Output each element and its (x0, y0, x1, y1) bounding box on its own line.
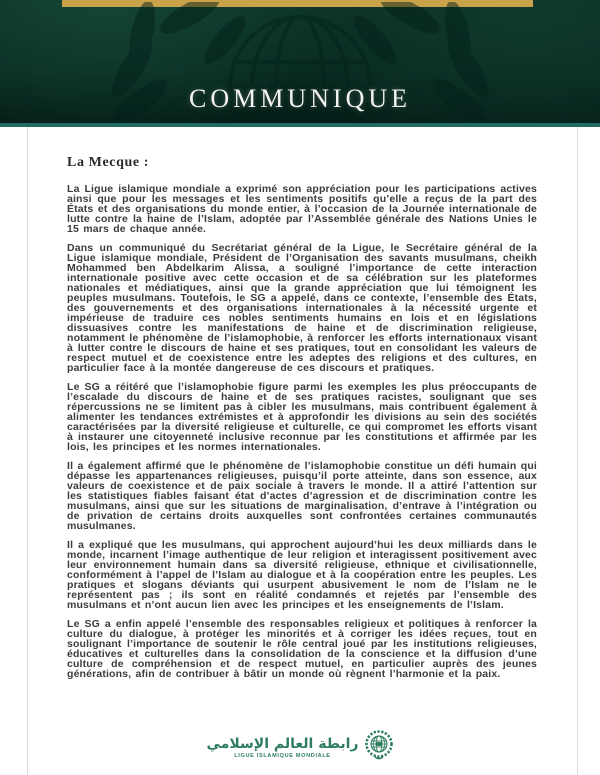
page-left-edge-line (27, 127, 28, 775)
mwl-emblem-icon (365, 729, 393, 766)
communique-body (67, 127, 537, 679)
arabic-calligraphy: رابطة العالم الإسلامي (206, 735, 359, 752)
paragraph-3: Le SG a réitéré que l’islamophobie figure parmi les exemples les plus préoccupants de l’escalade du discours de haine et de ses pratiques racistes, soulignant que ses répercussions ne se limitent pas à cibler les musulmans, mais contribuent également à alimenter les tendances extrémistes et à approfondir les divisions au sein des sociétés caractérisées par la diversité religieuse et culturelle, ce qui compromet les efforts visant à instaurer une citoyenneté inclusive reconnue par les constitutions et affirmée par les lois, les principes et les normes internationales. (67, 381, 537, 453)
paragraph-4: Il a également affirmé que le phénomène de l’islamophobie constitue un défi humain qui dépasse les appartenances religieuses, puisqu’il porte atteinte, dans son essence, aux valeurs de coexistence et de paix sociale à travers le monde. Il a attiré l’attention sur les statistiques fiables faisant état d’actes d’agression et de discrimination contre les musulmans, ainsi que sur les situations de marginalisation, d’entrave à l’intégration ou de privation de certains droits auxquelles sont confrontées certaines communautés musulmanes. (67, 460, 537, 532)
logo-caption: LIGUE ISLAMIQUE MONDIALE (234, 752, 331, 759)
paragraph-2: Dans un communiqué du Secrétariat général de la Ligue, le Secrétaire général de la Ligue islamique mondiale, Président de l’Organisation des savants musulmans, cheikh Mohammed ben Abdelkarim Alissa, a souligné l’importance de cette interaction internationale positive avec cette occasion et de sa célébration sur les plateformes nationales et médiatiques, ainsi que la grande appréciation que lui témoignent les peuples musulmans. Toutefois, le SG a appelé, dans ce contexte, l’ensemble des États, des gouvernements et des organisations internationales à la nécessité urgente et impérieuse de traduire ces nobles sentiments humains en lois et en législations dissuasives contre les manifestations de haine et de discrimination religieuse, notamment le phénomène de l’islamophobie, à renforcer les efforts internationaux visant à lutter contre le discours de haine et ses pratiques, tout en consolidant les valeurs de respect mutuel et de coexistence entre les adeptes des religions et des cultures, en particulier face à la montée dangereuse de ces discours et pratiques. (67, 242, 537, 374)
mwl-logo-text-block (207, 737, 359, 759)
page-right-edge-line (577, 127, 578, 775)
mwl-logo (0, 729, 600, 766)
paragraph-5: Il a expliqué que les musulmans, qui approchent aujourd’hui les deux milliards dans le monde, incarnent l’image authentique de leur religion et interagissent positivement avec leur environnement humain dans sa diversité religieuse, ethnique et civilisationnelle, conformément à l’appel de l’Islam au dialogue et à la coopération entre les peuples. Les pratiques et slogans déviants qui usurpent abusivement le nom de l’Islam ne le représentent pas ; ils sont en réalité condamnés et rejetés par l’ensemble des musulmans et n’ont aucun lien avec les principes et les enseignements de l’Islam. (67, 539, 537, 611)
document-page (0, 127, 600, 775)
paragraph-1: La Ligue islamique mondiale a exprimé son appréciation pour les participations actives ainsi que pour les messages et les sentiments positifs qu’elle a reçus de la part des États et des organisations du monde entier, à l’occasion de la Journée internationale de lutte contre la haine de l’Islam, adoptée par l’Assemblée générale des Nations Unies le 15 mars de chaque année. (67, 183, 537, 235)
dateline: La Mecque : (67, 155, 150, 170)
paragraph-6: Le SG a enfin appelé l’ensemble des responsables religieux et politiques à renforcer la culture du dialogue, à protéger les minorités et à corriger les idées reçues, tout en soulignant l’importance de soutenir le rôle central joué par les institutions religieuses, éducatives et culturelles dans la consolidation de la conscience et la diffusion d’une culture de compréhension et de respect mutuel, en particulier auprès des jeunes générations, afin de contribuer à bâtir un monde où règnent l’harmonie et la paix. (67, 618, 537, 680)
communique-header (0, 0, 600, 123)
page-title: COMMUNIQUE (189, 84, 411, 113)
